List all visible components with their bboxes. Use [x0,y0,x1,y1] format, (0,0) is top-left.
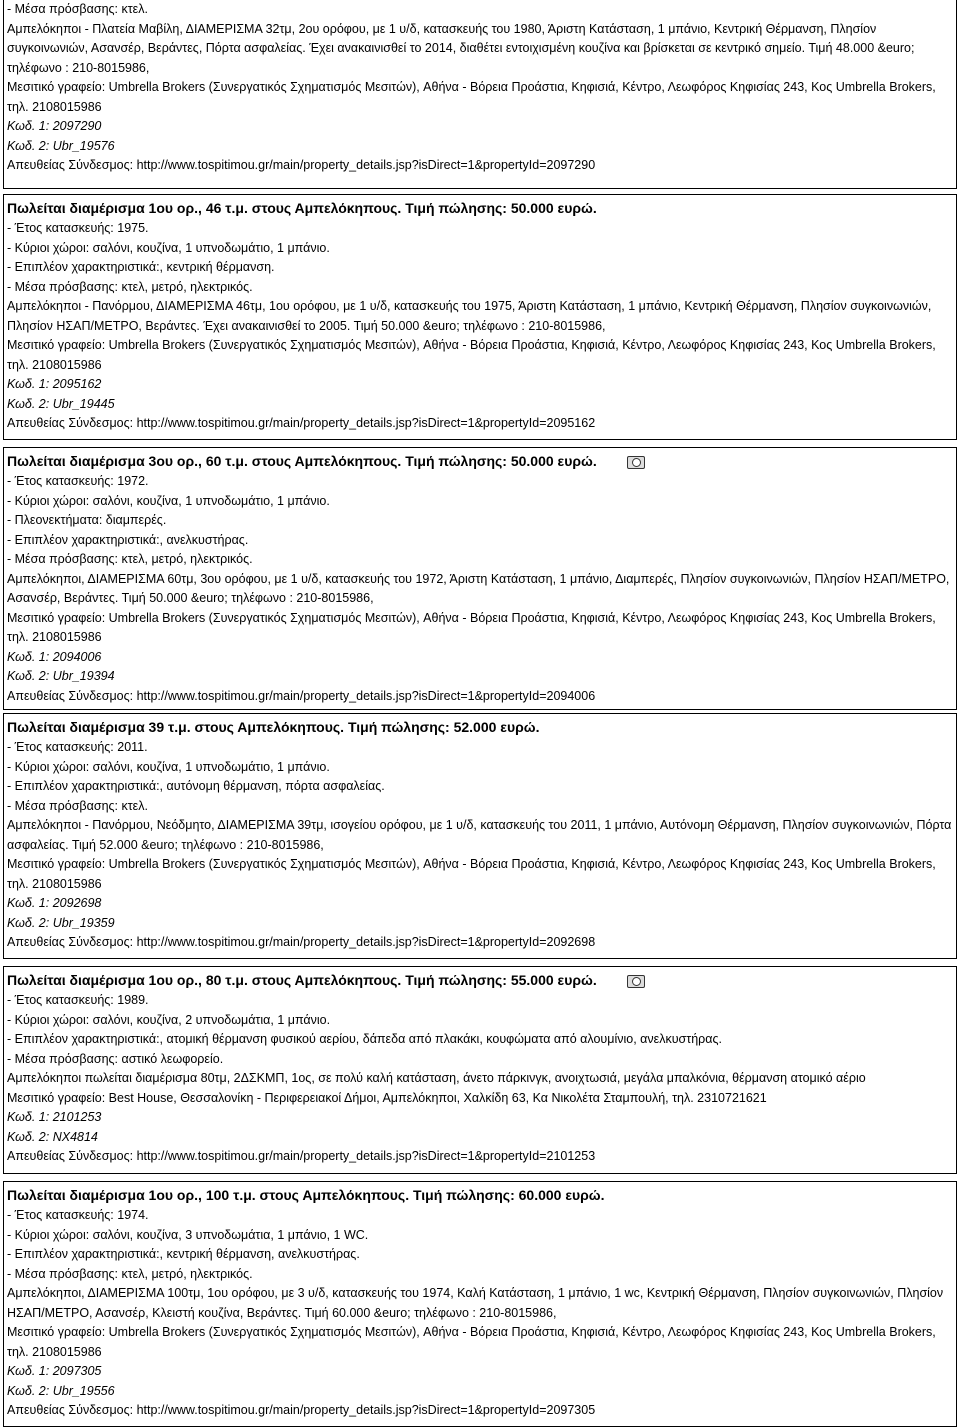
listing-feature: - Μέσα πρόσβασης: κτελ. [7,2,148,16]
listing-title: Πωλείται διαμέρισμα 39 τ.μ. στους Αμπελόκηπους. Τιμή πώλησης: 52.000 ευρώ. [7,719,540,735]
listing-description: Αμπελόκηποι - Πλατεία Μαβίλη, ΔΙΑΜΕΡΙΣΜΑ 32τμ, 2ου ορόφου, με 1 υ/δ, κατασκευής του 1980, Άριστη Κατάσταση, 1 μπάνιο, Κεντρική Θέρμανση, Πλησίον συγκοινωνιών, Ασανσέρ, Βεράντες, Πόρτα ασφαλείας. Έχει ανακαινισθεί το 2014, διαθέτει εντοιχισμένη κουζίνα και βρίσκεται σε κεντρικό σημείο. Τιμή 48.000 &euro; τηλέφωνο : 210-8015986, [7,21,915,75]
listing-feature: - Επιπλέον χαρακτηριστικά:, κεντρική θέρμανση. [7,260,275,274]
listing-description: Μεσιτικό γραφείο: Umbrella Brokers (Συνεργατικός Σχηματισμός Μεσιτών), Αθήνα - Βόρεια Προάστια, Κηφισιά, Κέντρο, Λεωφόρος Κηφισίας 243, Κος Umbrella Brokers, τηλ. 2108015986 [7,338,936,372]
listing-feature: - Μέσα πρόσβασης: αστικό λεωφορείο. [7,1051,224,1066]
listing-direct-link[interactable]: Απευθείας Σύνδεσμος: http://www.tospitimou.gr/main/property_details.jsp?isDirect=1&propertyId=2101253 [7,1149,596,1163]
listing-description: Μεσιτικό γραφείο: Umbrella Brokers (Συνεργατικός Σχηματισμός Μεσιτών), Αθήνα - Βόρεια Προάστια, Κηφισιά, Κέντρο, Λεωφόρος Κηφισίας 243, Κος Umbrella Brokers, τηλ. 2108015986 [7,857,936,891]
listing-code-2: Κωδ. 2: Ubr_19576 [7,138,115,153]
listing-direct-link[interactable]: Απευθείας Σύνδεσμος: http://www.tospitimou.gr/main/property_details.jsp?isDirect=1&propertyId=2097305 [7,1403,596,1417]
listing-block [3,0,957,189]
listing-code-2: Κωδ. 2: Ubr_19394 [7,669,115,683]
listing-title: Πωλείται διαμέρισμα 1ου ορ., 80 τ.μ. στους Αμπελόκηπους. Τιμή πώλησης: 55.000 ευρώ. [7,969,953,991]
listing-feature: - Έτος κατασκευής: 1989. [7,993,149,1007]
listing-title: Πωλείται διαμέρισμα 3ου ορ., 60 τ.μ. στους Αμπελόκηπους. Τιμή πώλησης: 50.000 ευρώ. [7,450,953,472]
listing-feature: - Μέσα πρόσβασης: κτελ. [7,798,148,813]
listing-code-1: Κωδ. 1: 2101253 [7,1110,102,1124]
listing-block [3,1181,957,1427]
listing-direct-link[interactable]: Απευθείας Σύνδεσμος: http://www.tospitimou.gr/main/property_details.jsp?isDirect=1&propertyId=2092698 [7,935,596,949]
listing-feature: - Έτος κατασκευής: 1975. [7,221,149,235]
listing-feature: - Κύριοι χώροι: σαλόνι, κουζίνα, 3 υπνοδωμάτια, 1 μπάνιο, 1 WC. [7,1227,369,1242]
listing-feature: - Κύριοι χώροι: σαλόνι, κουζίνα, 1 υπνοδωμάτιο, 1 μπάνιο. [7,759,330,774]
listing-code-1: Κωδ. 1: 2097290 [7,119,102,133]
listing-title: Πωλείται διαμέρισμα 1ου ορ., 46 τ.μ. στους Αμπελόκηπους. Τιμή πώλησης: 50.000 ευρώ. [7,200,597,216]
listing-feature: - Κύριοι χώροι: σαλόνι, κουζίνα, 1 υπνοδωμάτιο, 1 μπάνιο. [7,240,330,255]
listing-block [3,713,957,959]
listing-code-1: Κωδ. 1: 2092698 [7,896,102,910]
listing-feature: - Πλεονεκτήματα: διαμπερές. [7,513,167,527]
listing-title: Πωλείται διαμέρισμα 1ου ορ., 100 τ.μ. στους Αμπελόκηπους. Τιμή πώλησης: 60.000 ευρώ. [7,1187,605,1203]
listing-direct-link[interactable]: Απευθείας Σύνδεσμος: http://www.tospitimou.gr/main/property_details.jsp?isDirect=1&propertyId=2094006 [7,688,596,703]
listing-feature: - Επιπλέον χαρακτηριστικά:, κεντρική θέρμανση, ανελκυστήρας. [7,1247,360,1261]
listing-feature: - Έτος κατασκευής: 2011. [7,740,148,754]
listing-description: - Επιπλέον χαρακτηριστικά:, ατομική θέρμανση φυσικού αερίου, δάπεδα από πλακάκι, κουφώματα από αλουμίνιο, ανελκυστήρας. [7,1032,722,1046]
listing-feature: - Έτος κατασκευής: 1972. [7,474,149,488]
listing-description: Μεσιτικό γραφείο: Best House, Θεσσαλονίκη - Περιφερειακοί Δήμοι, Αμπελόκηποι, Χαλκίδη 63, Κα Νικολέτα Σταμπουλή, τηλ. 2310721621 [7,1090,767,1105]
listing-feature: - Κύριοι χώροι: σαλόνι, κουζίνα, 1 υπνοδωμάτιο, 1 μπάνιο. [7,493,330,508]
listing-block [3,194,957,440]
listing-description: Αμπελόκηποι - Πανόρμου, ΔΙΑΜΕΡΙΣΜΑ 46τμ, 1ου ορόφου, με 1 υ/δ, κατασκευής του 1975, Άριστη Κατάσταση, 1 μπάνιο, Κεντρική Θέρμανση, Πλησίον συγκοινωνιών, Πλησίον ΗΣΑΠ/ΜΕΤΡΟ, Βεράντες. Έχει ανακαινισθεί το 2005. Τιμή 50.000 &euro; τηλέφωνο : 210-8015986, [7,299,932,333]
listing-code-1: Κωδ. 1: 2095162 [7,377,102,391]
listing-direct-link[interactable]: Απευθείας Σύνδεσμος: http://www.tospitimou.gr/main/property_details.jsp?isDirect=1&propertyId=2097290 [7,158,596,172]
listing-code-1: Κωδ. 1: 2097305 [7,1364,102,1378]
listing-feature: - Επιπλέον χαρακτηριστικά:, ανελκυστήρας. [7,532,249,547]
listing-feature: - Έτος κατασκευής: 1974. [7,1208,149,1222]
camera-icon[interactable] [627,975,645,988]
listing-description: Μεσιτικό γραφείο: Umbrella Brokers (Συνεργατικός Σχηματισμός Μεσιτών), Αθήνα - Βόρεια Προάστια, Κηφισιά, Κέντρο, Λεωφόρος Κηφισίας 243, Κος Umbrella Brokers, τηλ. 2108015986 [7,610,936,644]
listing-description: Αμπελόκηποι - Πανόρμου, Νεόδμητο, ΔΙΑΜΕΡΙΣΜΑ 39τμ, ισογείου ορόφου, με 1 υ/δ, κατασκευής του 2011, 1 μπάνιο, Αυτόνομη Θέρμανση, Πλησίον συγκοινωνιών, Πόρτα ασφαλείας. Τιμή 52.000 &euro; τηλέφωνο : 210-8015986, [7,818,952,852]
listing-code-2: Κωδ. 2: Ubr_19359 [7,915,115,930]
listing-description: Μεσιτικό γραφείο: Umbrella Brokers (Συνεργατικός Σχηματισμός Μεσιτών), Αθήνα - Βόρεια Προάστια, Κηφισιά, Κέντρο, Λεωφόρος Κηφισίας 243, Κος Umbrella Brokers, τηλ. 2108015986 [7,1325,936,1359]
listing-description: Μεσιτικό γραφείο: Umbrella Brokers (Συνεργατικός Σχηματισμός Μεσιτών), Αθήνα - Βόρεια Προάστια, Κηφισιά, Κέντρο, Λεωφόρος Κηφισίας 243, Κος Umbrella Brokers, τηλ. 2108015986 [7,80,936,114]
listing-feature: - Μέσα πρόσβασης: κτελ, μετρό, ηλεκτρικός. [7,552,253,566]
listing-direct-link[interactable]: Απευθείας Σύνδεσμος: http://www.tospitimou.gr/main/property_details.jsp?isDirect=1&propertyId=2095162 [7,416,596,430]
listing-feature: - Μέσα πρόσβασης: κτελ, μετρό, ηλεκτρικός. [7,1266,253,1281]
listing-code-2: Κωδ. 2: NX4814 [7,1129,98,1144]
listing-description: Αμπελόκηποι, ΔΙΑΜΕΡΙΣΜΑ 100τμ, 1ου ορόφου, με 3 υ/δ, κατασκευής του 1974, Καλή Κατάσταση, 1 μπάνιο, 1 wc, Κεντρική Θέρμανση, Πλησίον συγκοινωνιών, Πλησίον ΗΣΑΠ/ΜΕΤΡΟ, Ασανσέρ, Κλειστή κουζίνα, Βεράντες. Τιμή 60.000 &euro; τηλέφωνο : 210-8015986, [7,1286,944,1320]
listing-feature: - Επιπλέον χαρακτηριστικά:, αυτόνομη θέρμανση, πόρτα ασφαλείας. [7,779,385,793]
camera-icon[interactable] [627,456,645,469]
listing-block [3,447,957,710]
listing-description: Αμπελόκηποι, ΔΙΑΜΕΡΙΣΜΑ 60τμ, 3ου ορόφου, με 1 υ/δ, κατασκευής του 1972, Άριστη Κατάσταση, 1 μπάνιο, Διαμπερές, Πλησίον συγκοινωνιών, Πλησίον ΗΣΑΠ/ΜΕΤΡΟ, Ασανσέρ, Βεράντες. Τιμή 50.000 &euro; τηλέφωνο : 210-8015986, [7,571,950,605]
listing-code-1: Κωδ. 1: 2094006 [7,649,102,664]
listing-feature: - Κύριοι χώροι: σαλόνι, κουζίνα, 2 υπνοδωμάτια, 1 μπάνιο. [7,1012,331,1027]
listing-block [3,966,957,1174]
listing-code-2: Κωδ. 2: Ubr_19556 [7,1383,115,1398]
listing-feature: - Μέσα πρόσβασης: κτελ, μετρό, ηλεκτρικός. [7,279,253,294]
listing-description: Αμπελόκηποι πωλείται διαμέρισμα 80τμ, 2ΔΣΚΜΠ, 1ος, σε πολύ καλή κατάσταση, άνετο πάρκινγκ, ανοιχτωσιά, μεγάλα μπαλκόνια, θέρμανση ατομικό αέριο [7,1071,866,1085]
listing-code-2: Κωδ. 2: Ubr_19445 [7,396,115,411]
